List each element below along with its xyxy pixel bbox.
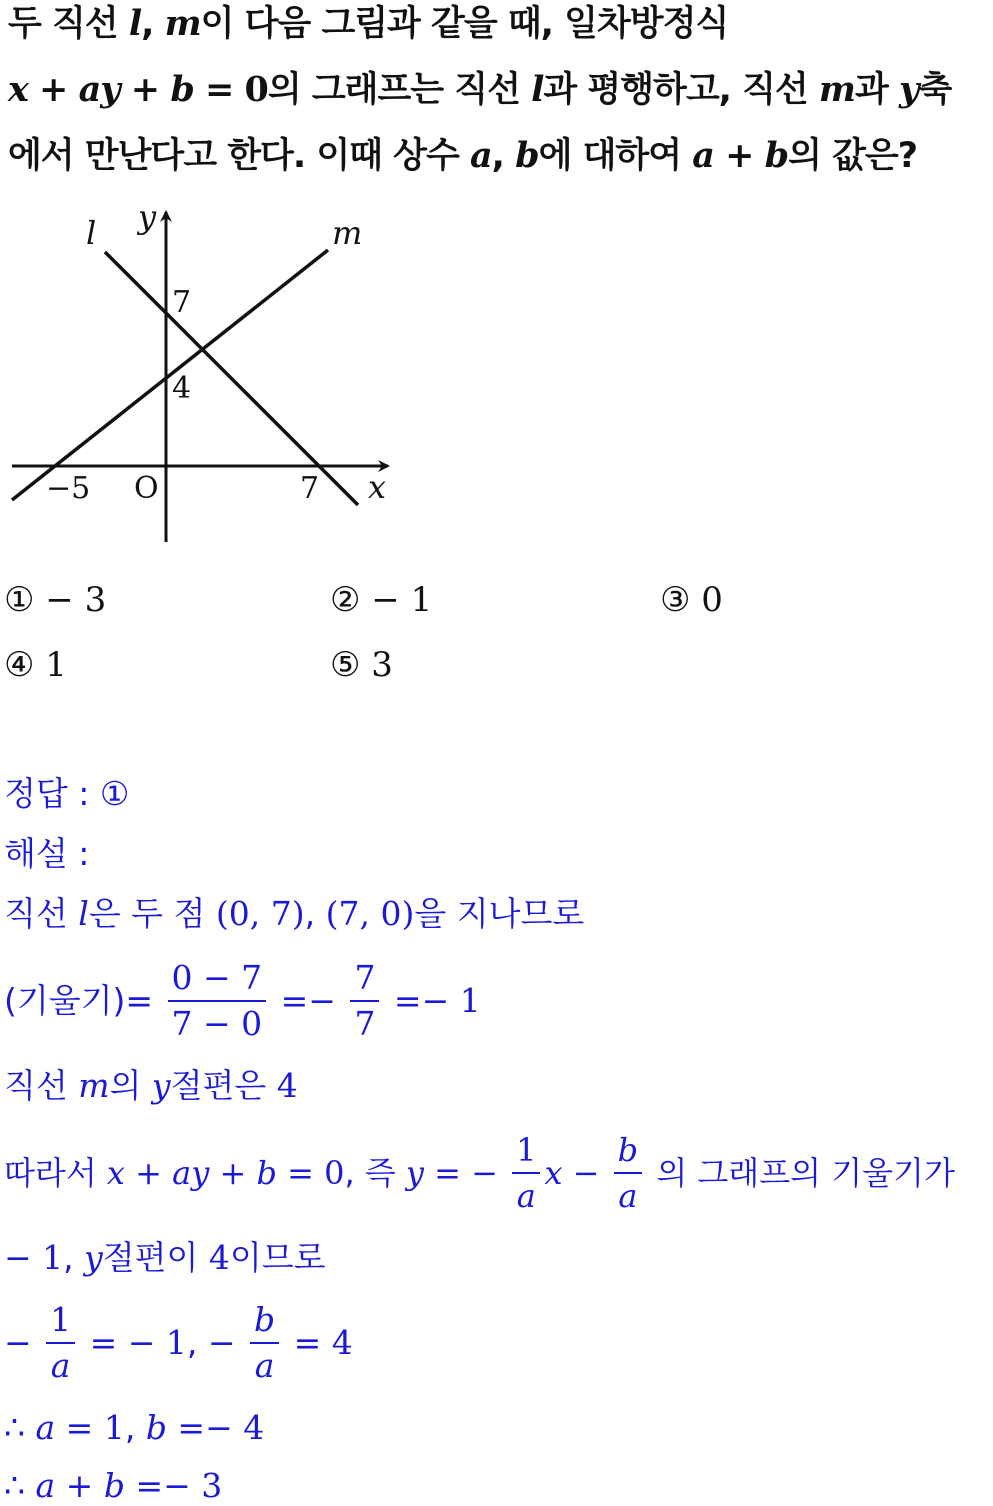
x-intercept-7: 7 xyxy=(300,471,320,506)
solution-line-8: ∴ a + b =− 3 xyxy=(4,1466,223,1505)
solution-line-2: (기울기)= $\frac{0 - 7}{7 - 0}$ =− $\frac{7}{7}$ =− 1 xyxy=(4,956,481,1046)
fraction-one-over-a: $\frac{1}{a}$ xyxy=(512,1128,540,1218)
choice-4[interactable]: ④ 1 xyxy=(4,645,67,685)
solution-line-3: 직선 m의 y절편은 4 xyxy=(4,1066,298,1105)
y-intercept-4: 4 xyxy=(172,371,192,406)
solution-line-7: ∴ a = 1, b =− 4 xyxy=(4,1408,265,1447)
fraction-b-over-a: $\frac{b}{a}$ xyxy=(614,1128,642,1218)
choice-2[interactable]: ② − 1 xyxy=(330,580,433,620)
explanation-label: 해설 : xyxy=(4,834,90,873)
solution-line-1: 직선 l은 두 점 (0, 7), (7, 0)을 지나므로 xyxy=(4,894,585,933)
fraction-slope: $\frac{0 - 7}{7 - 0}$ xyxy=(168,956,267,1046)
question-line-3: 에서 만난다고 한다. 이때 상수 a, b에 대하여 a + b의 값은? xyxy=(8,135,918,176)
x-intercept-neg5: −5 xyxy=(46,471,91,506)
line-l-label: l xyxy=(86,214,97,252)
origin-label: O xyxy=(134,471,159,506)
choice-3[interactable]: ③ 0 xyxy=(660,580,723,620)
solution-line-5: − 1, y절편이 4이므로 xyxy=(4,1238,326,1277)
solution-line-6: − $\frac{1}{a}$ = − 1, − $\frac{b}{a}$ = 4 xyxy=(4,1298,353,1388)
fraction-one-over-a-2: $\frac{1}{a}$ xyxy=(46,1298,75,1388)
fraction-b-over-a-2: $\frac{b}{a}$ xyxy=(250,1298,279,1388)
y-intercept-7: 7 xyxy=(172,285,192,320)
y-axis-label: y xyxy=(138,198,157,236)
line-m xyxy=(12,250,328,500)
solution-line-4: 따라서 x + ay + b = 0, 즉 y = − $\frac{1}{a}$ x − $\frac{b}{a}$ 의 그래프의 기울기가 xyxy=(4,1128,955,1218)
choice-1[interactable]: ① − 3 xyxy=(4,580,107,620)
choice-5[interactable]: ⑤ 3 xyxy=(330,645,393,685)
coordinate-graph xyxy=(0,190,420,560)
line-m-label: m xyxy=(332,214,363,252)
question-line-2: x + ay + b = 0의 그래프는 직선 l과 평행하고, 직선 m과 y축 xyxy=(8,69,952,110)
fraction-seven-over-seven: $\frac{7}{7}$ xyxy=(350,956,379,1046)
x-axis-label: x xyxy=(368,468,387,506)
answer-line: 정답 : ① xyxy=(4,774,130,813)
question-line-1: 두 직선 l, m이 다음 그림과 같을 때, 일차방정식 xyxy=(8,3,729,44)
